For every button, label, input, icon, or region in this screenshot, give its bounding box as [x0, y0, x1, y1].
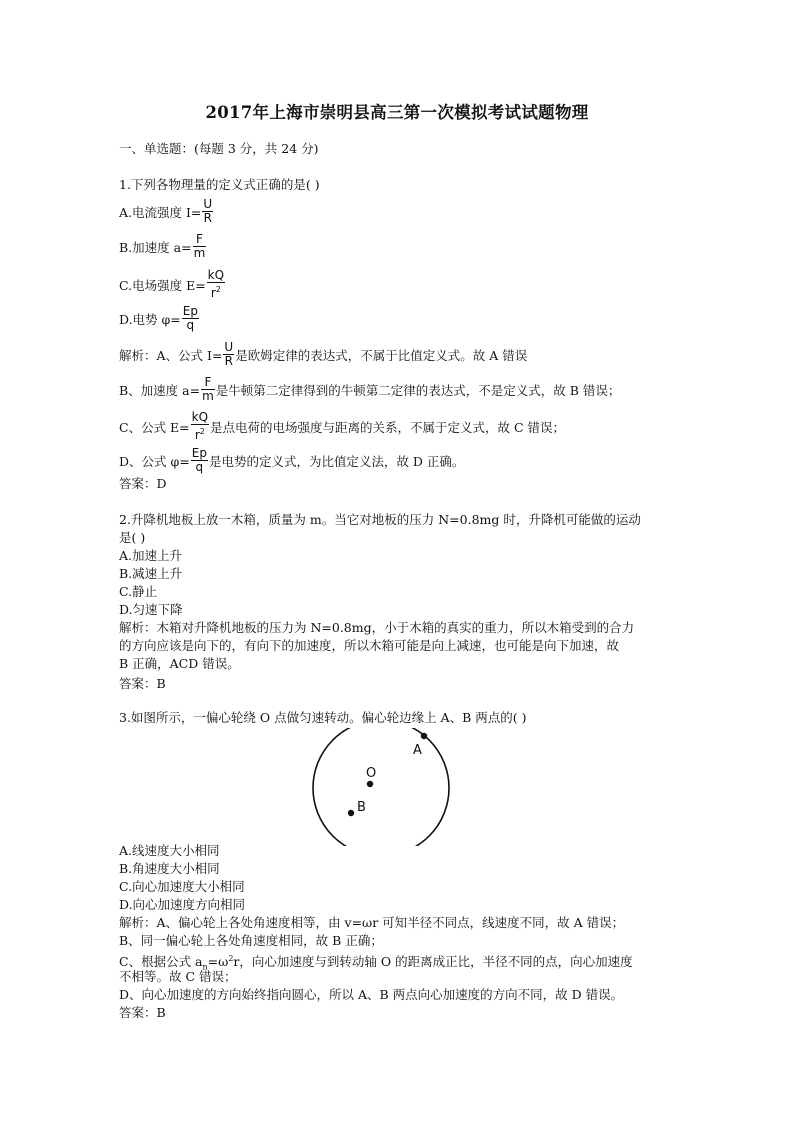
q3-option-b: B.角速度大小相同 [119, 861, 220, 876]
frac-numerator: U [224, 340, 234, 354]
q1-exp-b-suffix: 是牛顿第二定律得到的牛顿第二定律的表达式，不是定义式，故 B 错误； [215, 383, 621, 398]
q2-option-d: D.匀速下降 [119, 602, 183, 617]
frac-denominator: q [195, 460, 204, 474]
q3-option-d: D.向心加速度方向相同 [119, 897, 246, 912]
wheel-circle [313, 728, 449, 846]
q1-explanation-a [119, 340, 528, 370]
q3-stem: 3.如图所示，一偏心轮绕 O 点做匀速转动。偏心轮边缘上 A、B 两点的( ) [119, 710, 527, 725]
q1-option-c [119, 268, 226, 302]
frac-denominator: r [210, 286, 216, 300]
frac-numerator: F [201, 376, 215, 390]
q3-explanation-line4: 不相等。故 C 错误； [119, 969, 237, 984]
eccentric-wheel-figure [300, 728, 470, 846]
q1-option-c-text: C.电场强度 E= [119, 278, 206, 293]
frac-exponent: 2 [215, 285, 221, 294]
frac-numerator: F [193, 233, 207, 247]
q2-explanation-line2: 的方向应该是向下的，有向下的加速度，所以木箱可能是向上减速，也可能是向下加速，故 [119, 638, 620, 653]
frac-denominator: m [193, 246, 206, 260]
point-b-label: B [357, 800, 366, 815]
q3-exp3-subscript: n [202, 962, 208, 972]
fraction-kq-over-r2 [191, 411, 209, 442]
q1-option-a [119, 197, 214, 227]
q3-option-c: C.向心加速度大小相同 [119, 879, 245, 894]
fraction-u-over-r [202, 198, 213, 225]
frac-numerator: kQ [191, 410, 209, 424]
frac-numerator: Ep [182, 304, 198, 318]
q2-option-b: B.减速上升 [119, 566, 183, 581]
frac-denominator: q [186, 318, 195, 332]
q1-exp-b-prefix: B、加速度 a= [119, 383, 201, 398]
q2-answer: 答案：B [119, 676, 166, 691]
q3-explanation-line2: B、同一偏心轮上各处角速度相同，故 B 正确； [119, 933, 383, 948]
frac-exponent: 2 [199, 427, 205, 436]
frac-denominator: R [203, 211, 212, 225]
point-a-label: A [413, 743, 422, 758]
q1-option-d-text: D.电势 φ= [119, 312, 181, 327]
q1-explanation-c [119, 410, 566, 444]
q1-option-b-text: B.加速度 a= [119, 240, 192, 255]
q3-exp3-suffix: r，向心加速度与到转动轴 O 的距离成正比，半径不同的点，向心加速度 [233, 954, 633, 970]
q1-exp-c-prefix: C、公式 E= [119, 420, 190, 435]
q3-exp3-mid: =ω [207, 954, 229, 970]
q1-option-d [119, 304, 200, 334]
q2-option-a: A.加速上升 [119, 548, 183, 563]
q3-exp3-superscript: 2 [228, 954, 234, 963]
point-b-dot [348, 810, 354, 816]
q1-exp-c-suffix: 是点电荷的电场强度与距离的关系，不属于定义式，故 C 错误； [210, 420, 566, 435]
q1-option-b [119, 232, 207, 262]
q3-option-a: A.线速度大小相同 [119, 843, 220, 858]
q1-exp-a-suffix: 是欧姆定律的表达式，不属于比值定义式。故 A 错误 [235, 348, 528, 363]
q1-exp-d-prefix: D、公式 φ= [119, 454, 190, 469]
point-o-dot [367, 781, 373, 787]
q1-answer: 答案：D [119, 476, 167, 491]
q1-exp-a-prefix: 解析：A、公式 I= [119, 348, 223, 363]
frac-numerator: kQ [207, 268, 225, 282]
point-a-dot [421, 733, 427, 739]
fraction-kq-over-r2 [207, 269, 225, 300]
q1-exp-d-suffix: 是电势的定义式，为比值定义法，故 D 正确。 [208, 454, 465, 469]
frac-denominator: m [202, 389, 214, 403]
q3-answer: 答案：B [119, 1005, 166, 1020]
q2-explanation-line1: 解析：木箱对升降机地板的压力为 N=0.8mg，小于木箱的真实的重力，所以木箱受到的合力 [119, 620, 635, 635]
q3-explanation-line1: 解析：A、偏心轮上各处角速度相等，由 v=ωr 可知半径不同点，线速度不同，故 A 错误； [119, 915, 625, 930]
q3-explanation-line5: D、向心加速度的方向始终指向圆心，所以 A、B 两点向心加速度的方向不同，故 D 错误。 [119, 987, 624, 1002]
frac-numerator: U [203, 197, 213, 211]
fraction-f-over-m [193, 233, 207, 260]
q2-option-c: C.静止 [119, 584, 158, 599]
fraction-f-over-m [201, 376, 215, 403]
fraction-ep-over-q [191, 447, 208, 474]
frac-denominator: R [224, 354, 233, 368]
q2-stem-line2: 是( ) [119, 530, 146, 545]
q1-option-a-text: A.电流强度 I= [119, 205, 202, 220]
section-heading: 一、单选题：(每题 3 分，共 24 分) [119, 141, 319, 156]
q1-explanation-d [119, 446, 465, 476]
fraction-ep-over-q [182, 305, 199, 332]
page-title: 2017年上海市崇明县高三第一次模拟考试试题物理 [205, 103, 589, 122]
q2-explanation-line3: B 正确，ACD 错误。 [119, 656, 240, 671]
q1-stem: 1.下列各物理量的定义式正确的是( ) [119, 177, 320, 192]
frac-denominator: r [194, 428, 200, 442]
q1-explanation-b [119, 375, 621, 405]
point-o-label: O [366, 766, 377, 781]
q3-exp3-prefix: C、根据公式 a [119, 954, 203, 970]
q2-stem-line1: 2.升降机地板上放一木箱，质量为 m。当它对地板的压力 N=0.8mg 时，升降机可能做的运动 [119, 512, 641, 527]
fraction-u-over-r [223, 341, 234, 368]
frac-numerator: Ep [191, 446, 207, 460]
